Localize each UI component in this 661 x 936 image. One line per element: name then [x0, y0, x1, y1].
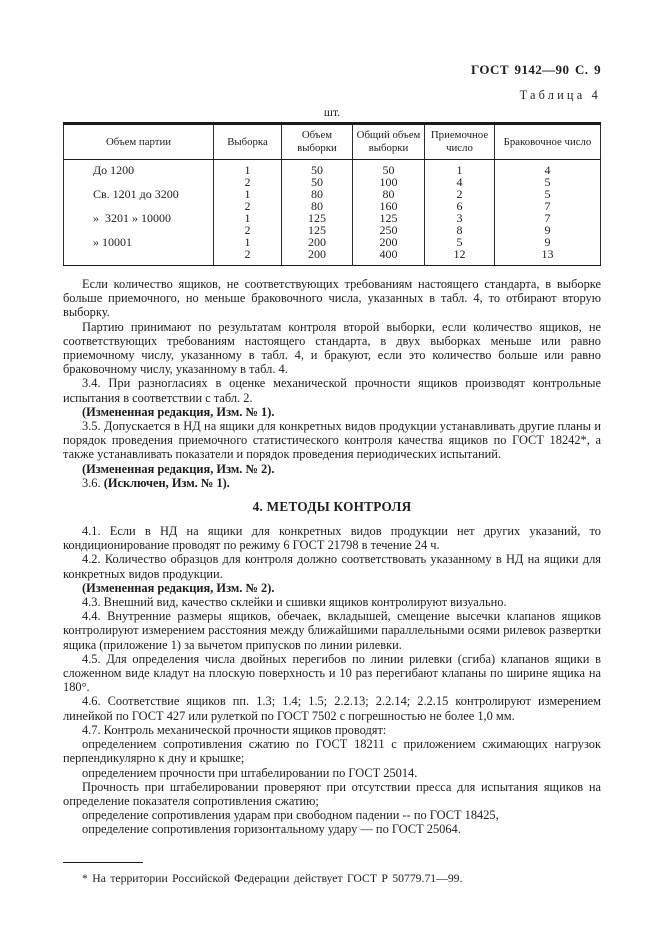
table-cell: 160 [353, 200, 425, 212]
paragraph-3-6 [63, 476, 601, 490]
paragraph-4-6: 4.6. Соответствие ящиков пп. 1.3; 1.4; 1.5; 2.2.13; 2.2.14; 2.2.15 контролируют измерением линейкой по ГОСТ 427 или рулеткой по ГОСТ 7502 с погрешностью не более 1,0 мм. [63, 694, 601, 723]
table-row [64, 236, 601, 248]
table-cell: » 10001 [93, 236, 132, 248]
table-row [64, 248, 601, 266]
table-cell [64, 176, 214, 188]
page-header: ГОСТ 9142—90 С. 9 [471, 62, 601, 77]
table-row [64, 160, 601, 177]
paragraph-4-7-compress: определением сопротивления сжатию по ГОСТ 18211 с приложением сжимающих нагрузок перпендикулярно к дну и крышке; [63, 737, 601, 766]
column-header: Выборка [214, 124, 282, 160]
paragraph-4-5: 4.5. Для определения числа двойных перегибов по линии рилевки (сгиба) клапанов ящики в сложенном виде кладут на плоскую поверхность и 10 раз перегибают клапаны по ширине ящика на 180°. [63, 651, 601, 695]
excluded-note: (Исключен, Изм. № 1). [103, 475, 230, 490]
footnote-text: * На территории Российской Федерации действует ГОСТ Р 50779.71—99. [82, 871, 463, 885]
paragraph-batch-accept: Партию принимают по результатам контроля второй выборки, если количество ящиков, не соответствующих требованиям настоящего стандарта, в двух выборках меньше или равно приемочному числу, указанному в табл. 4, и бракуют, если это количество больше или равно браковочному числу, указанному в табл. 4. [63, 319, 601, 377]
paragraph-4-7-horiz: определение сопротивления горизонтальному удару — по ГОСТ 25064. [82, 822, 461, 837]
table-cell: 5 [425, 236, 495, 248]
table-cell: 50 [282, 160, 353, 177]
table-cell: 1 [214, 160, 282, 177]
table-cell: 1 [425, 160, 495, 177]
table-cell: 3 [425, 212, 495, 224]
table-cell: 5 [495, 176, 601, 188]
table-cell: 7 [495, 200, 601, 212]
table-caption: Таблица 4 [519, 88, 601, 102]
table-cell: 8 [425, 224, 495, 236]
table-cell: 80 [282, 200, 353, 212]
table-cell: 80 [353, 188, 425, 200]
paragraph-4-7-stack-check: Прочность при штабелировании проверяют при отсутствии пресса для испытания ящиков на определение показателя сопротивления сжатию; [63, 779, 601, 808]
table-cell: » 3201 » 10000 [93, 212, 171, 224]
paragraph-3-4: 3.4. При разногласиях в оценке механической прочности ящиков производят контрольные испытания в соответствии с табл. 2. [63, 376, 601, 405]
paragraph-4-7: 4.7. Контроль механической прочности ящиков проводят: [82, 722, 387, 737]
table-cell: До 1200 [93, 163, 135, 176]
paragraph-4-4: 4.4. Внутренние размеры ящиков, обечаек, вкладышей, смещение высечки клапанов ящиков контролируют измерением расстояния между ближайшими параллельными осями рилевок развертки ящика (приложение 1) за вычетом припусков по линии рилевки. [63, 609, 601, 652]
section-heading-methods: 4. МЕТОДЫ КОНТРОЛЯ [252, 499, 412, 515]
paragraph-4-3: 4.3. Внешний вид, качество склейки и сшивки ящиков контролируют визуально. [82, 595, 507, 610]
table-cell: 200 [353, 236, 425, 248]
footnote-block [63, 862, 601, 885]
revision-note-2: (Измененная редакция, Изм. № 2). [82, 461, 275, 476]
table-header-row [64, 124, 601, 160]
clause-number: 3.6. [82, 475, 104, 490]
table-cell: 12 [425, 248, 495, 266]
table-cell: 125 [353, 212, 425, 224]
table-cell: 125 [282, 212, 353, 224]
paragraph-4-7-drop: определение сопротивления ударам при свободном падении -- по ГОСТ 18425, [82, 808, 499, 823]
table-cell: 100 [353, 176, 425, 188]
table-cell: 1 [214, 236, 282, 248]
table-cell: 50 [282, 176, 353, 188]
table-cell: 6 [425, 200, 495, 212]
column-header: Объем партии [64, 124, 214, 160]
table-cell: 80 [282, 188, 353, 200]
table-cell [64, 248, 214, 266]
table-cell: 2 [214, 248, 282, 266]
table-cell: 200 [282, 236, 353, 248]
table-cell: 2 [214, 176, 282, 188]
table-cell: 4 [495, 160, 601, 177]
column-header: Объем выборки [282, 124, 353, 160]
table-row [64, 188, 601, 200]
paragraph-second-sample: Если количество ящиков, не соответствующих требованиям настоящего стандарта, в выборке больше приемочного, но меньше браковочного числа, указанных в табл. 4, то отбирают вторую выборку. [63, 277, 601, 320]
document-body [63, 277, 601, 837]
table-cell: Св. 1201 до 3200 [93, 188, 179, 200]
table-row [64, 200, 601, 212]
table-cell [64, 200, 214, 212]
table-cell: 9 [495, 236, 601, 248]
table-row [64, 224, 601, 236]
table-cell: 200 [282, 248, 353, 266]
table-cell: 250 [353, 224, 425, 236]
table-cell: 400 [353, 248, 425, 266]
table-cell: 1 [214, 212, 282, 224]
table-cell: 1 [214, 188, 282, 200]
table-cell: 2 [425, 188, 495, 200]
table-cell: 9 [495, 224, 601, 236]
table-unit-label: шт. [323, 105, 341, 119]
table-cell: 125 [282, 224, 353, 236]
paragraph-4-1: 4.1. Если в НД на ящики для конкретных видов продукции нет других указаний, то кондиционирование проводят по режиму 6 ГОСТ 21798 в течение 24 ч. [63, 524, 601, 553]
table-cell: 5 [495, 188, 601, 200]
paragraph-4-2: 4.2. Количество образцов для контроля должно соответствовать указанному в НД на ящики для конкретных видов продукции. [63, 552, 601, 581]
column-header: Браковочное число [495, 124, 601, 160]
revision-note-2b: (Измененная редакция, Изм. № 2). [82, 580, 275, 595]
column-header: Приемочное число [425, 124, 495, 160]
column-header: Общий объем выборки [353, 124, 425, 160]
footnote-divider [63, 862, 143, 863]
sampling-plan-table [63, 122, 601, 266]
table-cell: 4 [425, 176, 495, 188]
table-cell: 13 [495, 248, 601, 266]
paragraph-4-7-stack: определением прочности при штабелировании по ГОСТ 25014. [82, 765, 418, 780]
table-cell [64, 224, 214, 236]
table-cell: 2 [214, 224, 282, 236]
revision-note-1: (Измененная редакция, Изм. № 1). [82, 404, 275, 419]
table-cell: 50 [353, 160, 425, 177]
table-cell: 7 [495, 212, 601, 224]
table-cell: 2 [214, 200, 282, 212]
table-row [64, 176, 601, 188]
table-row [64, 212, 601, 224]
paragraph-3-5: 3.5. Допускается в НД на ящики для конкретных видов продукции устанавливать другие планы и порядок проведения приемочного статистического контроля качества ящиков по ГОСТ 18242*, а также устанавливать показатели и порядок проведения периодических испытаний. [63, 419, 601, 462]
